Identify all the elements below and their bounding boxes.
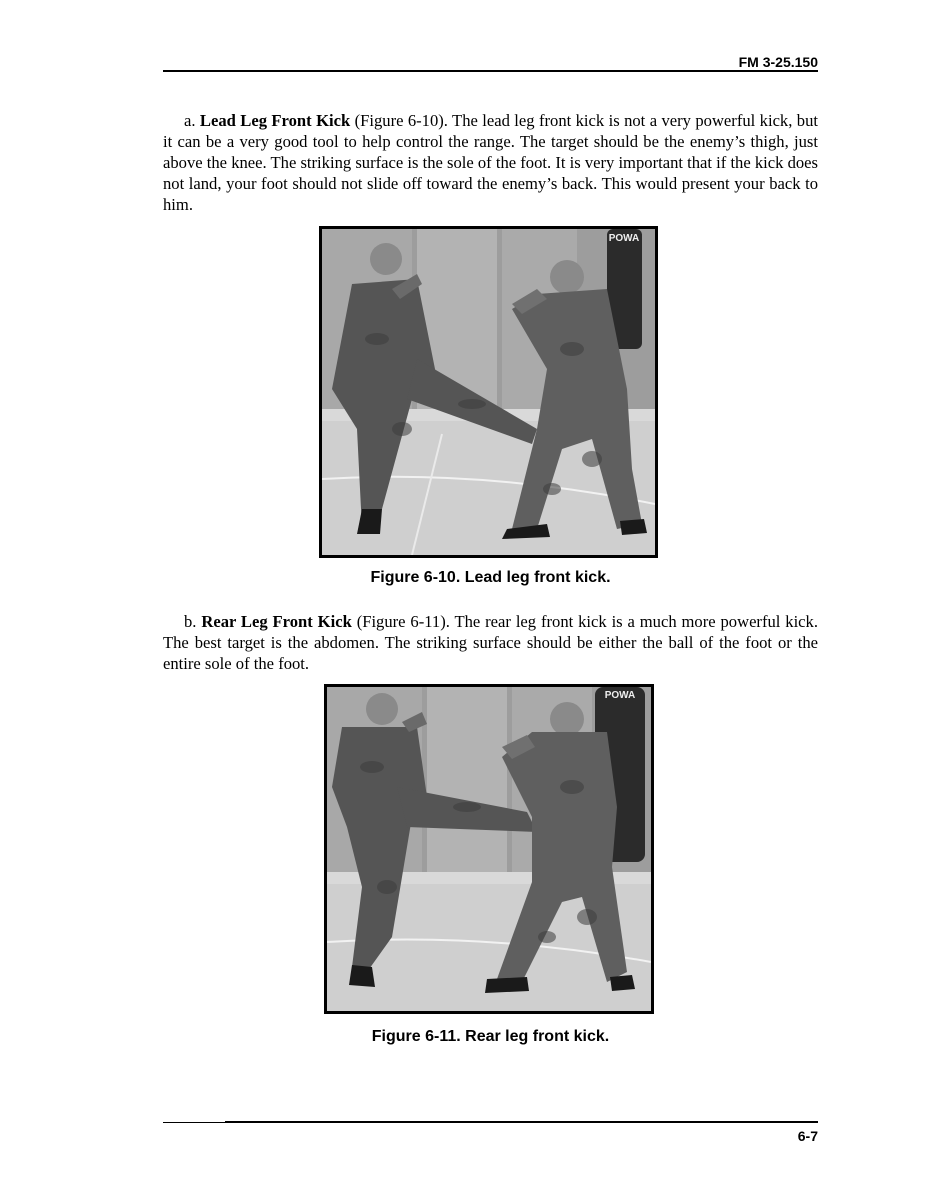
manual-number: FM 3-25.150	[738, 54, 818, 70]
figure-6-11-photo	[324, 684, 654, 1014]
figure-6-10-caption: Figure 6-10. Lead leg front kick.	[370, 569, 611, 586]
footer-rule-left	[163, 1122, 225, 1123]
figure-6-11-caption: Figure 6-11. Rear leg front kick.	[371, 1028, 610, 1045]
figure-6-11-bag-logo: POWA	[604, 690, 636, 701]
paragraph-a	[163, 110, 818, 215]
figure-6-10-bag-logo: POWA	[608, 233, 640, 244]
header-rule	[163, 70, 818, 72]
paragraph-b-body: (Figure 6-11). The rear leg front kick is a much more powerful kick. The best target is the abdomen. The striking surface should be either the ball of the foot or the entire sole of the foot.	[163, 612, 818, 673]
paragraph-a-title: Lead Leg Front Kick	[199, 111, 351, 130]
paragraph-b-marker: b.	[184, 612, 197, 631]
paragraph-b-title: Rear Leg Front Kick	[201, 612, 352, 631]
page-number: 6-7	[797, 1128, 818, 1144]
figure-6-10-photo	[319, 226, 658, 558]
footer-rule	[225, 1121, 818, 1123]
paragraph-a-marker: a.	[184, 111, 196, 130]
paragraph-a-body: (Figure 6-10). The lead leg front kick is not a very powerful kick, but it can be a very good tool to help control the range. The target should be the enemy’s thigh, just above the knee. The striking surface is the sole of the foot. It is very important that if the kick does not land, your foot should not slide off toward the enemy’s back. This would present your back to him.	[163, 111, 818, 214]
paragraph-b	[163, 611, 818, 674]
